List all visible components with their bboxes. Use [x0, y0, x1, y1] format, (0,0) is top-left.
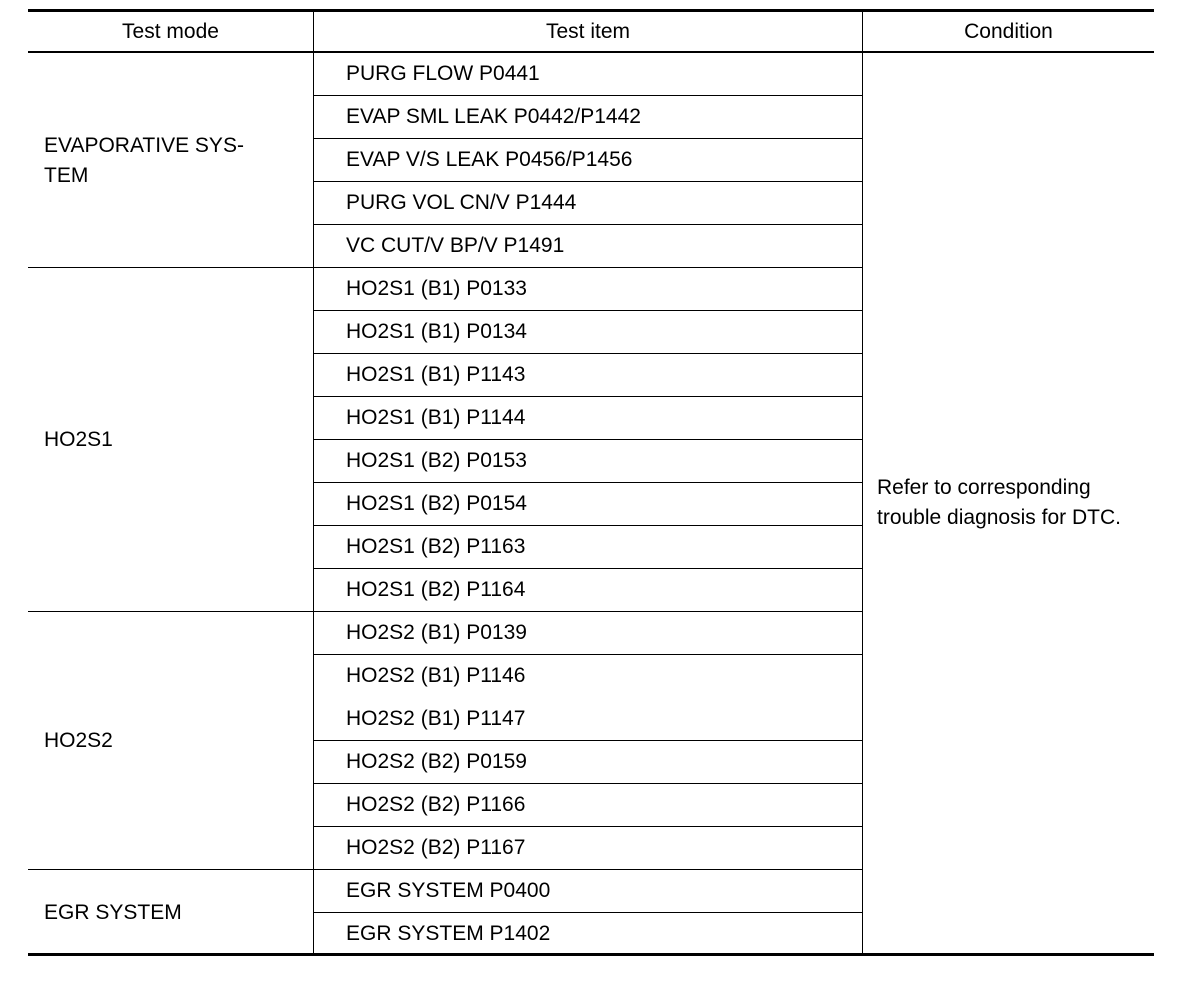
test-mode-table — [28, 9, 1154, 956]
test-item-cell — [330, 698, 862, 740]
test-mode-cell — [28, 53, 313, 268]
test-item-cell — [330, 440, 862, 482]
condition-text: Refer to corresponding trouble diagnosis for DTC. — [877, 476, 1121, 529]
test-item-cell — [330, 913, 862, 955]
test-item-label: EVAP V/S LEAK P0456/P1456 — [346, 148, 633, 171]
test-item-cell — [330, 827, 862, 869]
test-item-label: EVAP SML LEAK P0442/P1442 — [346, 105, 641, 128]
header-condition: Condition — [964, 19, 1053, 43]
test-item-cell — [330, 96, 862, 138]
test-mode-cell — [28, 870, 313, 956]
test-mode-label: HO2S2 — [44, 729, 113, 752]
test-item-label: HO2S1 (B1) P0134 — [346, 320, 527, 343]
test-item-label: HO2S2 (B2) P1167 — [346, 836, 526, 859]
header-test-item: Test item — [545, 19, 631, 43]
test-item-cell — [330, 397, 862, 439]
test-item-label: EGR SYSTEM P1402 — [346, 922, 551, 945]
test-item-cell — [330, 741, 862, 783]
test-item-label: HO2S2 (B1) P0139 — [346, 621, 527, 644]
header-test-mode: Test mode — [122, 19, 219, 43]
test-item-cell — [330, 483, 862, 525]
test-item-label: VC CUT/V BP/V P1491 — [346, 234, 565, 257]
test-item-cell — [330, 182, 862, 224]
test-item-label: HO2S2 (B2) P1166 — [346, 793, 526, 816]
test-item-label: HO2S2 (B1) P1147 — [346, 707, 526, 730]
test-item-cell — [330, 53, 862, 95]
test-item-cell — [330, 655, 862, 697]
test-item-cell — [330, 526, 862, 568]
test-item-cell — [330, 569, 862, 611]
test-item-cell — [330, 354, 862, 396]
test-item-label: HO2S1 (B1) P1143 — [346, 363, 526, 386]
test-item-label: HO2S1 (B2) P0154 — [346, 492, 527, 515]
test-item-label: HO2S1 (B2) P1164 — [346, 578, 526, 601]
table-bottom-rule — [28, 953, 1154, 956]
test-item-label: HO2S1 (B1) P1144 — [346, 406, 526, 429]
test-mode-cell — [28, 268, 313, 612]
test-mode-cell — [28, 612, 313, 870]
test-item-label: HO2S1 (B1) P0133 — [346, 277, 527, 300]
test-item-cell — [330, 268, 862, 310]
test-item-label: PURG VOL CN/V P1444 — [346, 191, 577, 214]
test-item-cell — [330, 612, 862, 654]
test-item-label: HO2S2 (B1) P1146 — [346, 664, 526, 687]
test-item-label: EGR SYSTEM P0400 — [346, 879, 551, 902]
test-item-label: PURG FLOW P0441 — [346, 62, 540, 85]
test-item-cell — [330, 311, 862, 353]
test-item-cell — [330, 784, 862, 826]
test-item-label: HO2S1 (B2) P1163 — [346, 535, 526, 558]
test-item-label: HO2S1 (B2) P0153 — [346, 449, 527, 472]
test-item-label: HO2S2 (B2) P0159 — [346, 750, 527, 773]
condition-cell — [863, 53, 1154, 953]
test-item-cell — [330, 225, 862, 267]
test-item-cell — [330, 139, 862, 181]
test-mode-label: HO2S1 — [44, 428, 113, 451]
test-mode-label: EGR SYSTEM — [44, 901, 182, 924]
test-item-cell — [330, 870, 862, 912]
test-mode-label: EVAPORATIVE SYS- TEM — [44, 133, 244, 187]
